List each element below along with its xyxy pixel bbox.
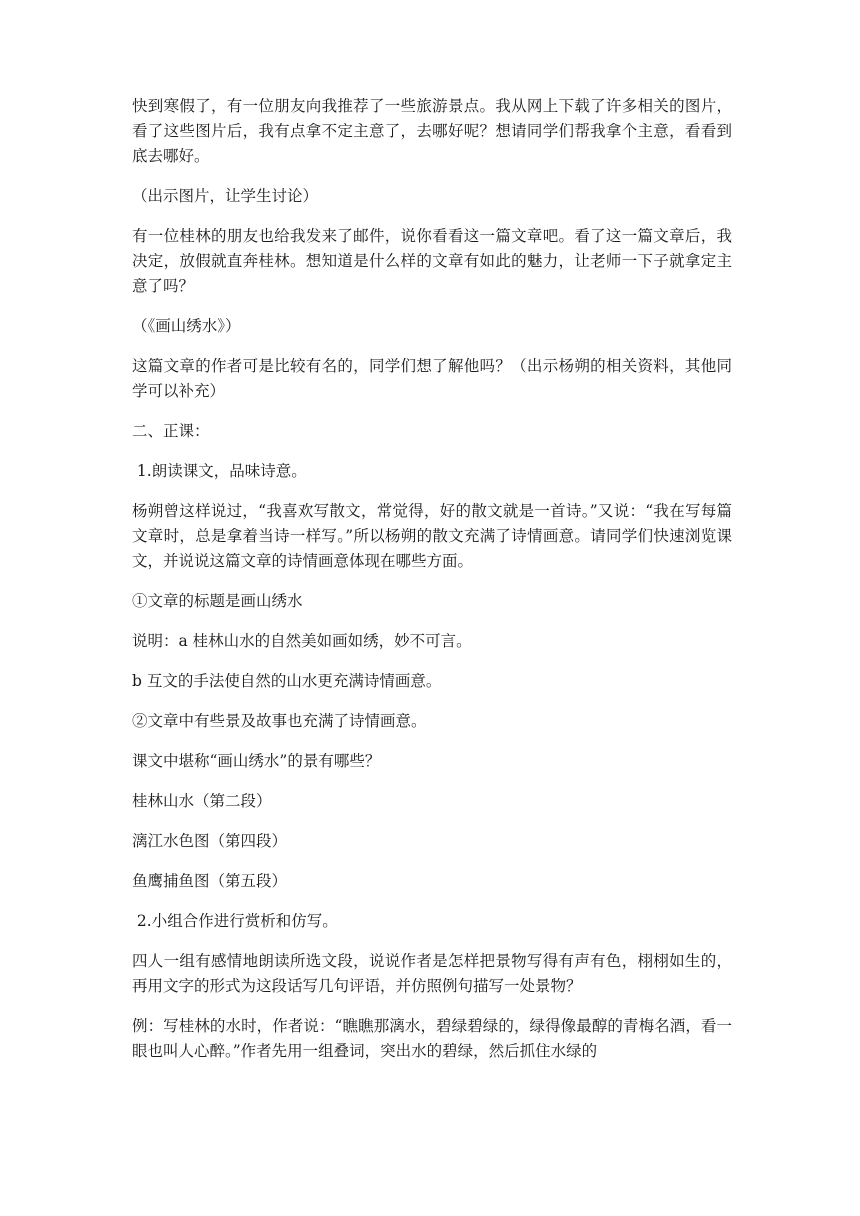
paragraph-yang-shuo-quote: 杨朔曾这样说过，“我喜欢写散文，常觉得，好的散文就是一首诗。”又说：“我在写每篇文章时，总是拿着当诗一样写。”所以杨朔的散文充满了诗情画意。请同学们快速浏览课文，并说说这篇文章的诗情画意体现在哪些方面。 <box>132 502 732 570</box>
scene-guilin: 桂林山水（第二段） <box>132 792 272 810</box>
document-page <box>132 94 732 1079</box>
paragraph-guilin-friend: 有一位桂林的朋友也给我发来了邮件，说你看看这一篇文章吧。看了这一篇文章后，我决定，放假就直奔桂林。想知道是什么样的文章有如此的魅力，让老师一下子就拿定主意了吗？ <box>132 227 732 295</box>
paragraph-intro: 快到寒假了，有一位朋友向我推荐了一些旅游景点。我从网上下载了许多相关的图片，看了这些图片后，我有点拿不定主意了，去哪好呢？想请同学们帮我拿个主意，看看到底去哪好。 <box>132 97 732 165</box>
scene-lijiang: 漓江水色图（第四段） <box>132 832 288 850</box>
explanation-b: b 互文的手法使自然的山水更充满诗情画意。 <box>132 672 442 690</box>
point-title: ①文章的标题是画山绣水 <box>132 592 303 610</box>
paragraph-article-title: （《画山绣水》） <box>132 317 241 335</box>
point-scenes: ②文章中有些景及故事也充满了诗情画意。 <box>132 712 427 730</box>
question-scenes: 课文中堪称“画山绣水”的景有哪些？ <box>132 752 381 770</box>
paragraph-show-pictures: （出示图片，让学生讨论） <box>132 187 319 205</box>
scene-cormorant: 鱼鹰捕鱼图（第五段） <box>132 872 288 890</box>
paragraph-group-task: 四人一组有感情地朗读所选文段，说说作者是怎样把景物写得有声有色，栩栩如生的，再用文字的形式为这段话写几句评语，并仿照例句描写一处景物？ <box>132 952 732 995</box>
step-heading-reading: 1.朗读课文，品味诗意。 <box>132 462 307 480</box>
section-heading-main-lesson: 二、正课： <box>132 422 210 440</box>
paragraph-example: 例：写桂林的水时，作者说：“瞧瞧那漓水，碧绿碧绿的，绿得像最醇的青梅名酒，看一眼也叫人心醉。”作者先用一组叠词，突出水的碧绿，然后抓住水绿的 <box>132 1017 732 1060</box>
step-heading-group-work: 2.小组合作进行赏析和仿写。 <box>132 912 338 930</box>
explanation-a: 说明：a 桂林山水的自然美如画如绣，妙不可言。 <box>132 632 472 650</box>
paragraph-author-info: 这篇文章的作者可是比较有名的，同学们想了解他吗？（出示杨朔的相关资料，其他同学可以补充） <box>132 357 732 400</box>
